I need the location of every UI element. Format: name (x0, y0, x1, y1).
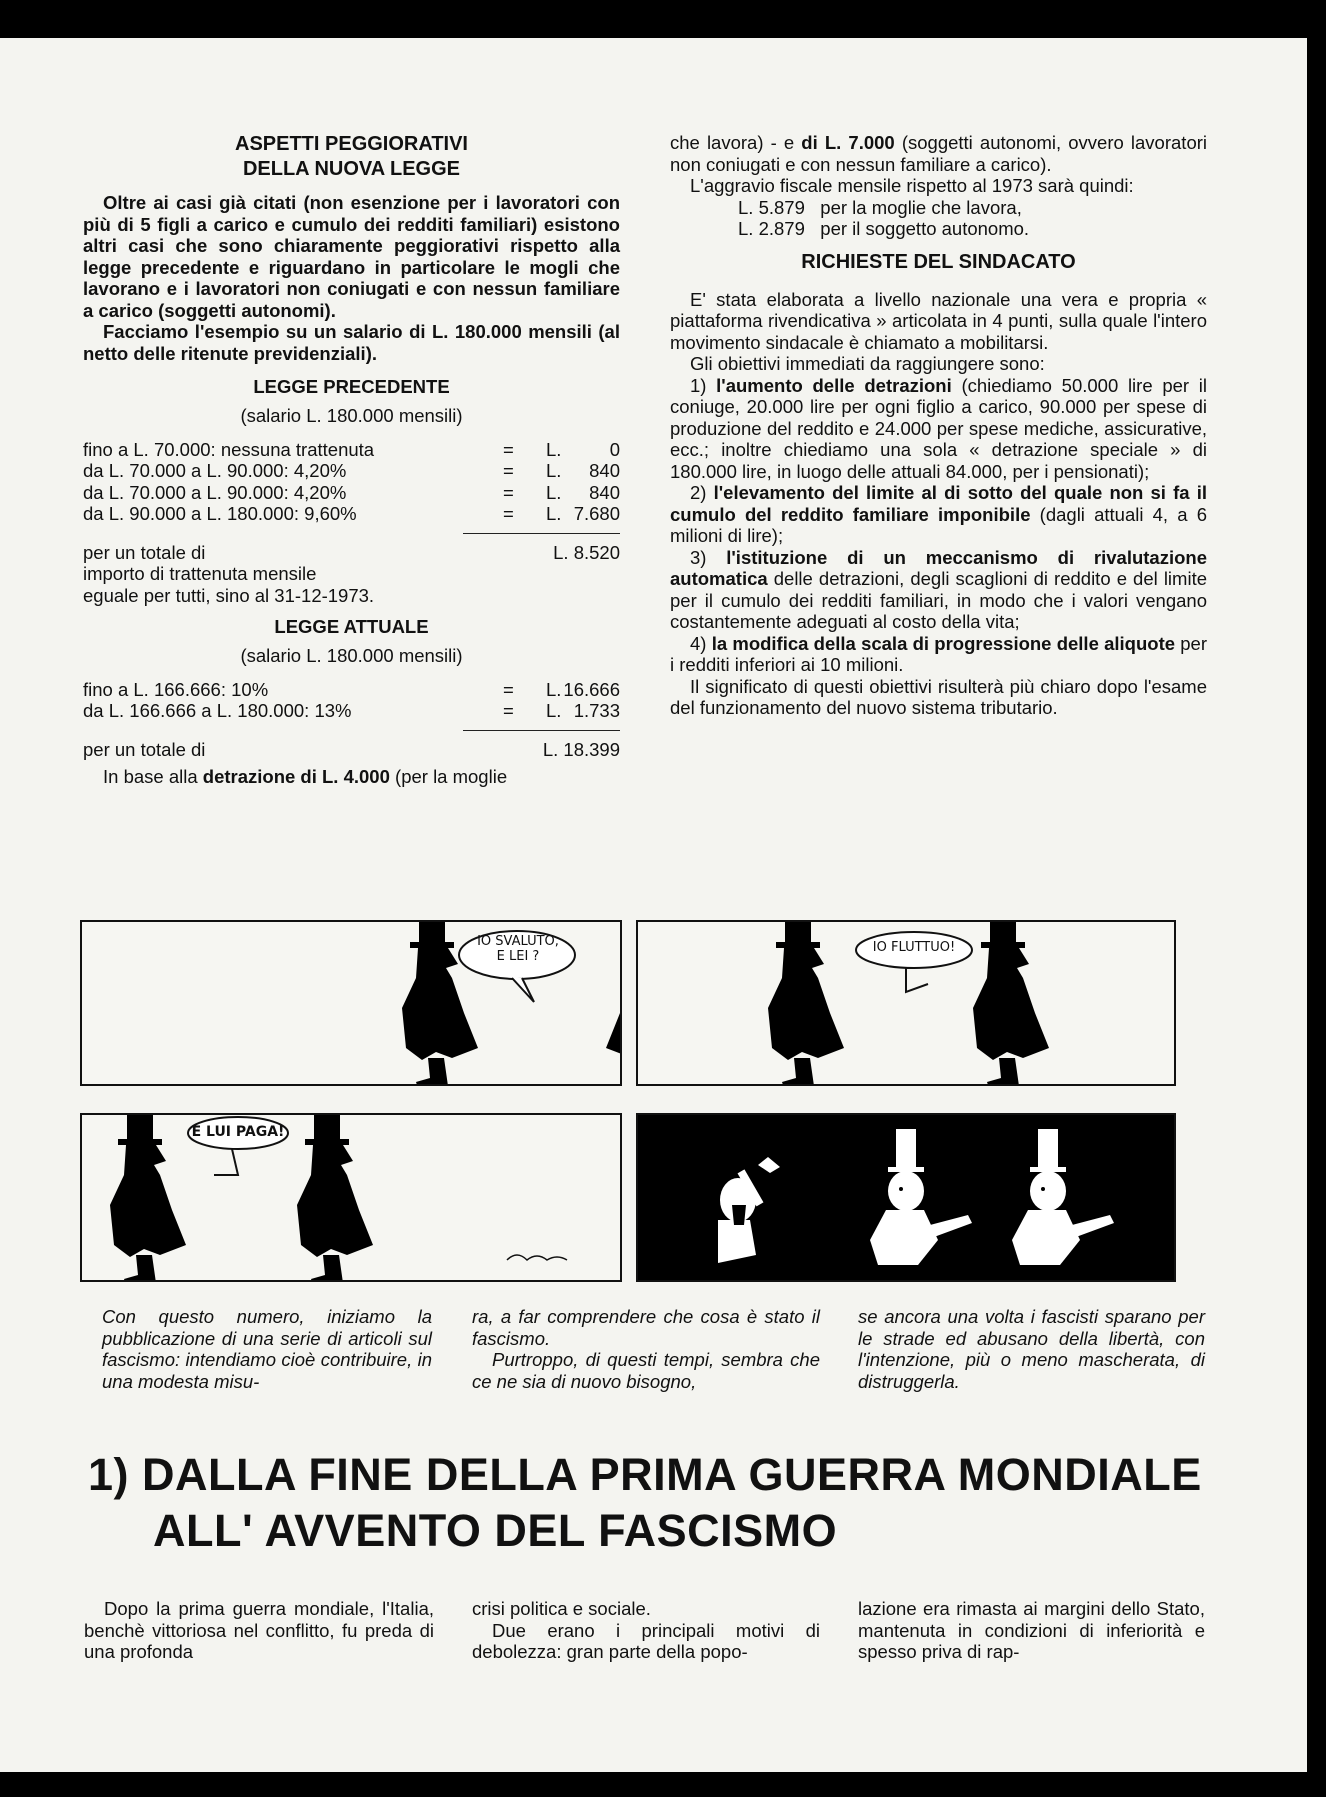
table-row (83, 460, 620, 482)
table-cell-label: da L. 70.000 a L. 90.000: 4,20% (83, 460, 347, 481)
item-number: 2) (690, 482, 707, 503)
table-row (83, 700, 620, 722)
table-cell-cur: L. (546, 438, 562, 460)
table-cell-val: 840 (589, 460, 620, 481)
curr-total-row (83, 739, 620, 761)
table-cell-eq: = (503, 481, 514, 503)
prev-note: importo di trattenuta mensile (83, 563, 317, 584)
table-cell-cur: L. (546, 460, 562, 481)
comic-drawing (82, 1115, 620, 1280)
objective-item (670, 482, 1207, 547)
table-cell-val: 7.680 (573, 503, 620, 524)
table-cell-cur: L. (546, 503, 562, 524)
table-cell-val: 840 (589, 481, 620, 503)
item-number: 4) (690, 632, 707, 654)
speech-bubble: E LUI PAGA! (191, 1124, 285, 1140)
objectives-intro: Gli obiettivi immediati da raggiungere sono: (690, 353, 1045, 374)
table-cell-cur: L. (546, 481, 562, 503)
curr-law-heading: LEGGE ATTUALE (274, 616, 429, 637)
continuation-paragraph (670, 132, 1207, 175)
item-text: (dagli attuali 4, a 6 milioni di lire); (670, 503, 1207, 546)
curr-law-table (83, 679, 620, 722)
table-row (83, 503, 620, 525)
aggravio-item: L. 2.879 per il soggetto autonomo. (738, 218, 1030, 239)
table-cell-val: 0 (609, 438, 620, 460)
article-col-2 (472, 1598, 820, 1663)
title-line: 1) DALLA FINE DELLA PRIMA GUERRA MONDIALE (88, 1449, 1202, 1500)
closing-text: (per la moglie (389, 766, 508, 787)
total-label: per un totale di (83, 738, 206, 760)
table-cell-label: da L. 166.666 a L. 180.000: 13% (83, 700, 352, 721)
article-title (88, 1447, 1202, 1559)
prev-note: eguale per tutti, sino al 31-12-1973. (83, 584, 375, 606)
prev-law-subtitle: (salario L. 180.000 mensili) (240, 405, 463, 426)
table-row (83, 439, 620, 461)
comic-panel-3 (80, 1113, 622, 1282)
article-text: crisi politica e sociale. (472, 1598, 651, 1619)
comic-panel-4 (636, 1113, 1176, 1282)
table-cell-label: fino a L. 70.000: nessuna trattenuta (83, 438, 375, 460)
item-bold: la modifica della scala di progressione delle aliquote (711, 632, 1176, 654)
total-value: L. 18.399 (542, 738, 620, 760)
aggravio-paragraph: L'aggravio fiscale mensile rispetto al 1973 sarà quindi: (690, 175, 1134, 196)
section-heading: RICHIESTE DEL SINDACATO (801, 250, 1076, 273)
speech-bubble: IO FLUTTUO! (872, 940, 956, 955)
closing-paragraph (83, 766, 620, 788)
table-cell-label: da L. 90.000 a L. 180.000: 9,60% (83, 503, 357, 524)
bubble-text: IO SVALUTO, (477, 934, 559, 949)
item-text: delle detrazioni, degli scaglioni di reddito e del limite per il cumulo dei redditi familiari, in modo che i valori vengano costantemente adeguati al costo della vita; (670, 568, 1207, 632)
section-heading: ASPETTI PEGGIORATIVI (235, 133, 468, 155)
curr-law-subtitle: (salario L. 180.000 mensili) (240, 645, 463, 666)
table-row (83, 679, 620, 701)
intro-col-1: Con questo numero, iniziamo la pubblicazione di una serie di articoli sul fascismo: intendiamo cioè contribuire, in una modesta misu- (102, 1306, 432, 1392)
intro-col-3: se ancora una volta i fascisti sparano per le strade ed abusano della libertà, con l'intenzione, più o meno mascherata, di distruggerla. (858, 1306, 1205, 1392)
comic-panel-1 (80, 920, 622, 1086)
total-value: L. 8.520 (553, 541, 620, 563)
table-cell-val: 1.733 (573, 700, 620, 721)
bubble-text: E LEI ? (496, 949, 540, 964)
right-column (670, 132, 1207, 719)
table-cell-val: 16.666 (563, 678, 620, 700)
intro-text: ra, a far comprendere che cosa è stato il fascismo. (472, 1306, 820, 1349)
item-bold: l'aumento delle detrazioni (716, 374, 952, 396)
prev-total-row (83, 542, 620, 564)
item-number: 1) (690, 374, 707, 396)
table-cell-label: fino a L. 166.666: 10% (83, 678, 269, 700)
aggravio-item: L. 5.879 per la moglie che lavora, (738, 196, 1022, 218)
article-text: Due erano i principali motivi di debolezza: gran parte della popo- (472, 1619, 820, 1662)
objective-item (670, 547, 1207, 633)
prev-law-table (83, 439, 620, 525)
objective-item (670, 375, 1207, 483)
item-number: 3) (690, 546, 707, 568)
table-cell-eq: = (503, 460, 514, 481)
cont-bold: di L. 7.000 (801, 132, 895, 153)
table-cell-cur: L. (546, 678, 562, 700)
section-heading: DELLA NUOVA LEGGE (242, 158, 461, 180)
intro-col-2 (472, 1306, 820, 1392)
closing-paragraph: Il significato di questi obiettivi risulterà più chiaro dopo l'esame del funzionamento del nuovo sistema tributario. (670, 675, 1207, 718)
item-bold: l'istituzione di un meccanismo di rivalutazione automatica (670, 546, 1207, 589)
table-cell-eq: = (503, 678, 514, 700)
comic-drawing (638, 1115, 1174, 1280)
intro-paragraph: Oltre ai casi già citati (non esenzione per i lavoratori con più di 5 figli a carico e cumulo dei redditi familiari) esistono altri casi che sono chiaramente peggiorativi rispetto alla legge precedente e riguardano in particolare le mogli che lavorano e i lavoratori non coniugati e con nessun familiare a carico (soggetti autonomi). (83, 192, 620, 321)
table-row (83, 482, 620, 504)
table-cell-cur: L. (546, 700, 562, 721)
objective-item (670, 633, 1207, 676)
total-rule (463, 730, 620, 731)
left-column (83, 132, 620, 788)
closing-bold: detrazione di L. 4.000 (202, 766, 390, 787)
table-cell-eq: = (503, 700, 514, 721)
item-text: per i redditi inferiori ai 10 milioni. (670, 632, 1208, 675)
speech-bubble (460, 934, 576, 964)
cont-text: che lavora) - e (670, 132, 802, 153)
comic-panel-2 (636, 920, 1176, 1086)
intro-text: Purtroppo, di questi tempi, sembra che ce ne sia di nuovo bisogno, (472, 1349, 820, 1392)
total-label: per un totale di (83, 541, 206, 563)
table-cell-eq: = (503, 503, 514, 524)
table-cell-label: da L. 70.000 a L. 90.000: 4,20% (83, 481, 347, 503)
article-col-1: Dopo la prima guerra mondiale, l'Italia, benchè vittoriosa nel conflitto, fu preda di una profonda (84, 1598, 434, 1662)
total-rule (463, 533, 620, 534)
platform-paragraph: E' stata elaborata a livello nazionale una vera e propria « piattaforma rivendicativa » articolata in 4 punti, sulla quale l'intero movimento sindacale è chiamato a mobilitarsi. (670, 288, 1207, 353)
cont-text: (soggetti autonomi, ovvero lavoratori non coniugati e con nessun familiare a carico). (670, 132, 1207, 175)
item-bold: l'elevamento del limite al di sotto del quale non si fa il cumulo del reddito familiare imponibile (670, 482, 1208, 525)
table-cell-eq: = (503, 438, 514, 460)
title-line: ALL' AVVENTO DEL FASCISMO (153, 1505, 838, 1556)
item-text: (chiediamo 50.000 lire per il coniuge, 20.000 lire per ogni figlio a carico, 90.000 per spese di produzione del reddito e 24.000 per spese mediche, assicurative, ecc.; inoltre chiediamo una sola « detrazione speciale » di 180.000 lire, in luogo delle attuali 84.000, per i pensionati); (670, 374, 1207, 482)
closing-text: In base alla (103, 766, 203, 787)
example-paragraph: Facciamo l'esempio su un salario di L. 180.000 mensili (al netto delle ritenute previdenziali). (83, 321, 620, 364)
prev-law-heading: LEGGE PRECEDENTE (253, 376, 450, 397)
article-col-3: lazione era rimasta ai margini dello Stato, mantenuta in condizioni di inferiorità e spesso priva di rap- (858, 1598, 1205, 1662)
